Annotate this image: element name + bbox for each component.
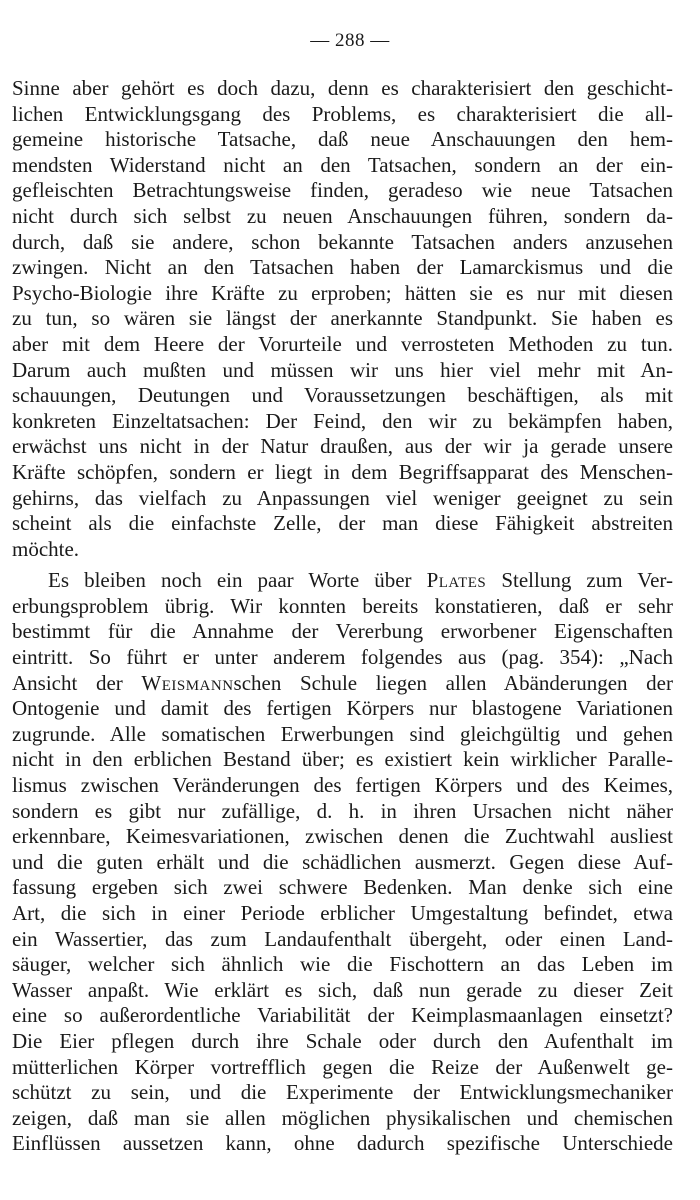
text-line: Psycho-Biologie ihre Kräfte zu erproben; hätten sie es nur mit diesen [12, 280, 673, 305]
text-line: säuger, welcher sich ähnlich wie die Fischottern an das Leben im [12, 952, 673, 977]
text-line: fassung ergeben sich zwei schwere Bedenken. Man denke sich eine [12, 875, 673, 900]
text-line: nicht durch sich selbst zu neuen Anschauungen führen, sondern da- [12, 203, 673, 228]
text-line: eintritt. So führt er unter anderem folgendes aus (pag. 354): „Nach [12, 645, 673, 670]
paragraph-2 [12, 568, 673, 1157]
text-run: Ansicht der [12, 670, 142, 695]
text-line: zu tun, so wären sie längst der anerkannte Standpunkt. Sie haben es [12, 306, 673, 331]
text-line: erkennbare, Keimesvariationen, zwischen denen die Zuchtwahl ausliest [12, 824, 673, 849]
text-line: gehirns, das vielfach zu Anpassungen viel weniger geeignet zu sein [12, 485, 673, 510]
text-line: erwächst uns nicht in der Natur draußen, aus der wir ja gerade unsere [12, 434, 673, 459]
text-line: mütterlichen Körper vortrefflich gegen die Reize der Außenwelt ge- [12, 1054, 673, 1079]
text-line: gemeine historische Tatsache, daß neue Anschauungen den hem- [12, 127, 673, 152]
text-line: durch, daß sie andere, schon bekannte Tatsachen anders anzusehen [12, 229, 673, 254]
text-line: lichen Entwicklungsgang des Problems, es charakterisiert die all- [12, 101, 673, 126]
text-line: Einflüssen aussetzen kann, ohne dadurch spezifische Unterschiede [12, 1131, 673, 1156]
author-name-weismann: Weismann [141, 670, 234, 695]
text-line: zwingen. Nicht an den Tatsachen haben der Lamarckismus und die [12, 255, 673, 280]
text-line: Ontogenie und damit des fertigen Körpers nur blastogene Variationen [12, 696, 673, 721]
text-line: sondern es gibt nur zufällige, d. h. in ihren Ursachen nicht näher [12, 798, 673, 823]
text-line: aber mit dem Heere der Vorurteile und verrosteten Methoden zu tun. [12, 331, 673, 356]
text-line: und die guten erhält und die schädlichen ausmerzt. Gegen diese Auf- [12, 849, 673, 874]
text-line: eine so außerordentliche Variabilität der Keimplasmaanlagen einsetzt? [12, 1003, 673, 1028]
body-text [12, 76, 673, 1157]
text-line: schauungen, Deutungen und Voraussetzungen beschäftigen, als mit [12, 383, 673, 408]
text-line: bestimmt für die Annahme der Vererbung erworbener Eigenschaften [12, 619, 673, 644]
text-line: ein Wassertier, das zum Landaufenthalt übergeht, oder einen Land- [12, 926, 673, 951]
text-run: schen Schule liegen allen Abänderungen der [233, 670, 673, 695]
text-line: lismus zwischen Veränderungen des fertigen Körpers und des Keimes, [12, 773, 673, 798]
page-number: — 288 — [310, 30, 390, 51]
text-line: gefleischten Betrachtungsweise finden, geradeso wie neue Tatsachen [12, 178, 673, 203]
text-line: nicht in den erblichen Bestand über; es existiert kein wirklicher Paralle- [12, 747, 673, 772]
text-line: konkreten Einzeltatsachen: Der Feind, den wir zu bekämpfen haben, [12, 408, 673, 433]
text-line: Kräfte schöpfen, sondern er liegt in dem Begriffsapparat des Menschen- [12, 459, 673, 484]
text-line: Art, die sich in einer Periode erblicher Umgestaltung befindet, etwa [12, 901, 673, 925]
text-line: Wasser anpaßt. Wie erklärt es sich, daß nun gerade zu dieser Zeit [12, 977, 673, 1002]
text-run: Es bleiben noch ein paar Worte über [48, 568, 427, 593]
text-line [12, 568, 673, 594]
paragraph-1 [12, 76, 673, 562]
text-line: möchte. [12, 536, 80, 561]
text-line: zugrunde. Alle somatischen Erwerbungen sind gleichgültig und gehen [12, 721, 673, 746]
text-line: Sinne aber gehört es doch dazu, denn es charakterisiert den geschicht- [12, 76, 673, 100]
text-line: erbungsproblem übrig. Wir konnten bereits konstatieren, daß er sehr [12, 593, 673, 618]
text-line [12, 671, 673, 697]
author-name-plate: Plates [426, 568, 487, 593]
text-line: zeigen, daß man sie allen möglichen physikalischen und chemischen [12, 1105, 673, 1130]
text-line: Darum auch mußten und müssen wir uns hier viel mehr mit An- [12, 357, 673, 382]
text-line: mendsten Widerstand nicht an den Tatsachen, sondern an der ein- [12, 152, 673, 177]
text-run: Stellung zum Ver- [486, 568, 673, 593]
text-line: scheint als die einfachste Zelle, der man diese Fähigkeit abstreiten [12, 511, 673, 536]
text-line: schützt zu sein, und die Experimente der Entwicklungsmechaniker [12, 1080, 673, 1105]
text-line: Die Eier pflegen durch ihre Schale oder durch den Aufenthalt im [12, 1028, 673, 1053]
